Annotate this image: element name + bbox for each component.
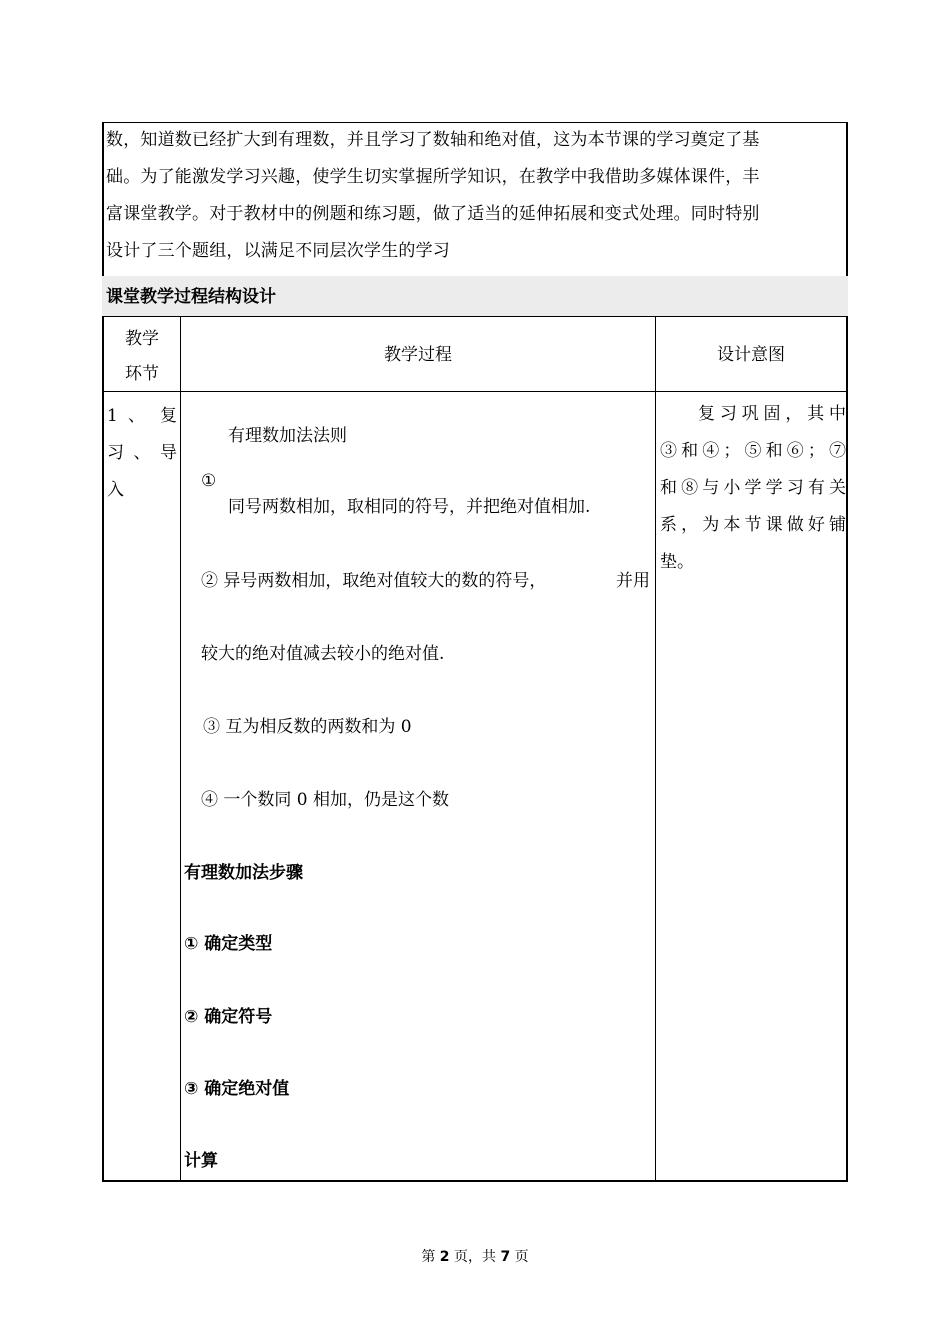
header-intent: 设计意图 [717, 345, 785, 365]
step1-text: ① 确定类型 [184, 934, 273, 954]
intent-line: 和⑧与小学学习有关 [660, 478, 846, 498]
rule2-tail: 并用 [616, 571, 650, 591]
intro-line: 数，知道数已经扩大到有理数，并且学习了数轴和绝对值，这为本节课的学习奠定了基 [106, 130, 760, 150]
header-top-border [102, 316, 848, 317]
footer-suffix: 页 [514, 1249, 529, 1265]
column-divider-2 [655, 316, 656, 1181]
header-bottom-border [102, 391, 848, 392]
stage-cell [107, 398, 177, 509]
frame-bottom-border [102, 1180, 848, 1182]
rule2-text: ② 异号两数相加，取绝对值较大的数的符号， [201, 571, 547, 591]
stage-line: 1 、 复 [107, 406, 177, 426]
stage-line: 入 [107, 480, 124, 500]
rule1-text: 同号两数相加，取相同的符号，并把绝对值相加. [228, 497, 591, 517]
step4-text: 计算 [184, 1151, 218, 1171]
intro-line: 富课堂教学。对于教材中的例题和练习题，做了适当的延伸拓展和变式处理。同时特别 [106, 204, 760, 224]
rule-title: 有理数加法法则 [228, 426, 347, 446]
rule4-text: ④ 一个数同 0 相加，仍是这个数 [201, 790, 450, 810]
footer-total-pages: 7 [500, 1249, 511, 1265]
intro-line: 设计了三个题组，以满足不同层次学生的学习 [106, 241, 450, 261]
intent-cell [660, 396, 846, 581]
intent-line: 复习巩固，其中 [698, 404, 846, 424]
rule1-mark: ① [201, 471, 217, 491]
stage-line: 习 、 导 [107, 443, 177, 463]
column-divider-1 [180, 316, 181, 1181]
rule2-continuation: 较大的绝对值减去较小的绝对值. [201, 644, 445, 664]
footer-prefix: 第 [421, 1249, 436, 1265]
section-title: 课堂教学过程结构设计 [106, 287, 276, 307]
intent-line: 垫。 [660, 552, 694, 572]
steps-title: 有理数加法步骤 [184, 863, 303, 883]
footer-middle: 页，共 [454, 1249, 496, 1265]
intent-line: 系，为本节课做好铺 [660, 515, 846, 535]
header-stage-line: 教学 [125, 329, 159, 349]
footer-page-number: 2 [439, 1249, 450, 1265]
header-stage [104, 322, 180, 392]
rule3-text: ③ 互为相反数的两数和为 0 [203, 717, 412, 737]
step2-text: ② 确定符号 [184, 1007, 273, 1027]
intent-line: ③和④；⑤和⑥；⑦ [660, 441, 846, 461]
header-stage-line: 环节 [125, 364, 159, 384]
intro-line: 础。为了能激发学习兴趣，使学生切实掌握所学知识，在教学中我借助多媒体课件，丰 [106, 167, 760, 187]
header-process: 教学过程 [384, 345, 452, 365]
intro-paragraph [106, 122, 846, 270]
step3-text: ③ 确定绝对值 [184, 1079, 290, 1099]
page-footer [0, 1246, 950, 1266]
